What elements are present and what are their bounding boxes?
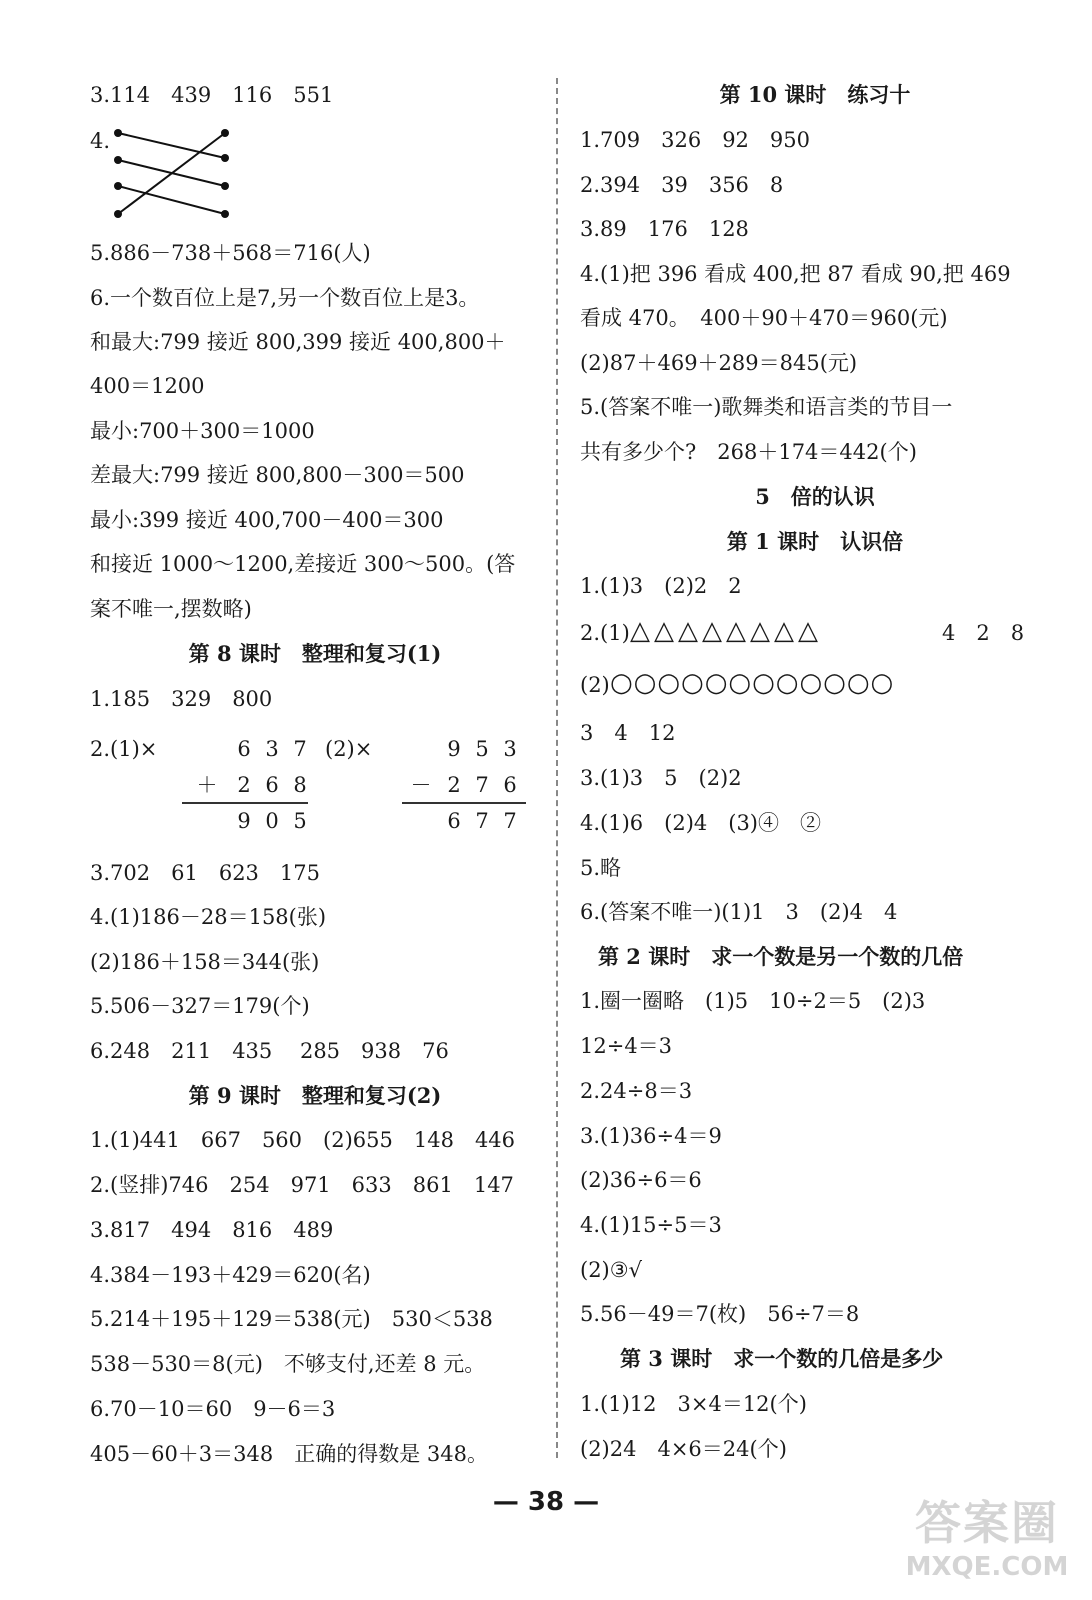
answer-values: 3 4 12 [580,721,676,745]
answer-line: (2)36÷6＝6 [580,1168,702,1192]
answer-label: (2) [580,673,610,697]
answer-label: 4. [90,129,111,153]
answer-line: 400＝1200 [90,374,205,398]
answer-line: 和接近 1000～1200,差接近 300～500。(答 [90,552,516,576]
answer-line: (2)87＋469＋289＝845(元) [580,351,858,375]
answer-line: 538－530＝8(元) 不够支付,还差 8 元。 [90,1352,486,1376]
column-separator [556,78,558,1458]
vertical-calc-b-rule [402,802,526,804]
answer-line: 最小:700＋300＝1000 [90,419,315,443]
answer-line: 1.709 326 92 950 [580,128,811,152]
page-number: — 38 — [492,1487,600,1517]
answer-line: 1.(1)12 3×4＝12(个) [580,1392,807,1416]
answer-line: 4.(1)15÷5＝3 [580,1213,722,1237]
answer-line: 405－60＋3＝348 正确的得数是 348。 [90,1442,489,1466]
answer-label: (2)× [325,737,373,761]
answer-line: 1.(1)3 (2)2 2 [580,574,742,598]
answer-line: 3.89 176 128 [580,217,749,241]
answer-line: 3.(1)36÷4＝9 [580,1124,722,1148]
answer-line: 看成 470。 400＋90＋470＝960(元) [580,306,948,330]
circle-icons: ○○○○○○○○○○○○ [610,668,895,698]
answer-line: 5.56－49＝7(枚) 56÷7＝8 [580,1302,860,1326]
answer-line: 5.506－327＝179(个) [90,994,310,1018]
vertical-calc-a-result: 9 0 5 [237,809,307,833]
answer-line: 12÷4＝3 [580,1034,673,1058]
answer-line: 6.248 211 435 285 938 76 [90,1039,449,1063]
answer-line: 3.114 439 116 551 [90,83,334,107]
answer-line: 5.(答案不唯一)歌舞类和语言类的节目一 [580,395,953,419]
answer-line: (2)③√ [580,1258,642,1282]
vertical-calc-a-mid: ＋ 2 6 8 [196,773,307,797]
section-heading: 第 2 课时 求一个数是另一个数的几倍 [598,944,964,969]
answer-line: 5.886－738＋568＝716(人) [90,241,371,265]
vertical-calc-a-top: 6 3 7 [237,737,307,761]
answer-line: 3.817 494 816 489 [90,1218,334,1242]
answer-line: 4.384－193＋429＝620(名) [90,1263,371,1287]
vertical-calc-b-top: 9 5 3 [447,737,517,761]
vertical-calc-a-rule [182,802,308,804]
answer-line: 5.214＋195＋129＝538(元) 530＜538 [90,1307,493,1331]
answer-line: 4.(1)186－28＝158(张) [90,905,327,929]
watermark-text: 答案圈 [915,1496,1059,1550]
answer-line: 4.(1)6 (2)4 (3)④ ② [580,811,821,835]
triangle-icons: △△△△△△△△ [630,616,822,646]
answer-line: 6.70－10＝60 9－6＝3 [90,1397,336,1421]
answer-line: 5.略 [580,856,622,880]
answer-line: 3.(1)3 5 (2)2 [580,766,742,790]
answer-line: 2.(竖排)746 254 971 633 861 147 [90,1173,514,1197]
answer-line: (2)186＋158＝344(张) [90,950,320,974]
watermark-logo [892,1494,1082,1594]
answer-line: 1.185 329 800 [90,687,273,711]
matching-diagram [110,128,235,223]
section-heading: 第 1 课时 认识倍 [726,529,904,554]
section-heading: 第 9 课时 整理和复习(2) [188,1083,442,1108]
answer-label: 2.(1) [580,621,630,645]
section-heading: 第 8 课时 整理和复习(1) [188,641,442,666]
vertical-calc-b-mid: － 2 7 6 [410,773,517,797]
answer-line: 最小:399 接近 400,700－400＝300 [90,508,444,532]
watermark-url: MXQE.COM [905,1552,1069,1582]
answer-label: 2.(1)× [90,737,158,761]
answer-line: 1.圈一圈略 (1)5 10÷2＝5 (2)3 [580,989,926,1013]
answer-line: 4.(1)把 396 看成 400,把 87 看成 90,把 469 [580,262,1011,286]
vertical-calc-b-result: 6 7 7 [447,809,517,833]
answer-line: 2.394 39 356 8 [580,173,784,197]
unit-heading: 5 倍的认识 [755,484,875,509]
answer-line: 1.(1)441 667 560 (2)655 148 446 [90,1128,516,1152]
section-heading: 第 3 课时 求一个数的几倍是多少 [620,1346,944,1371]
answer-line: 3.702 61 623 175 [90,861,321,885]
answer-line: 案不唯一,摆数略) [90,597,252,621]
answer-line: 差最大:799 接近 800,800－300＝500 [90,463,465,487]
answer-line: 共有多少个? 268＋174＝442(个) [580,440,917,464]
answer-line: 2.24÷8＝3 [580,1079,693,1103]
answer-line: 6.(答案不唯一)(1)1 3 (2)4 4 [580,900,898,924]
section-heading: 第 10 课时 练习十 [719,82,911,107]
answer-values: 4 2 8 [942,621,1025,645]
answer-line: (2)24 4×6＝24(个) [580,1437,787,1461]
answer-line: 和最大:799 接近 800,399 接近 400,800＋ [90,330,506,354]
answer-line: 6.一个数百位上是7,另一个数百位上是3。 [90,286,480,310]
